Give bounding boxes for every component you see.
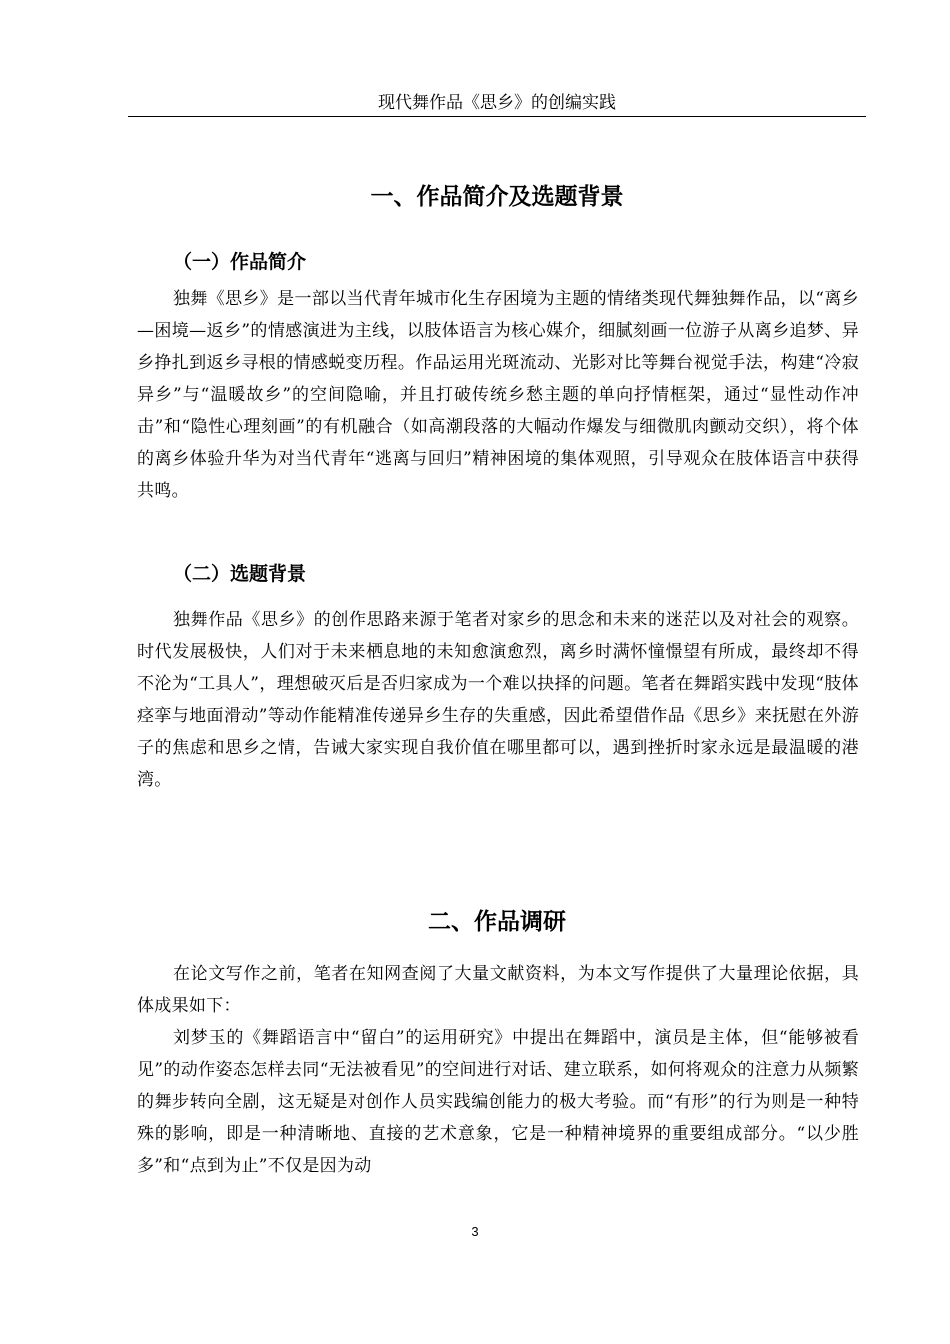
- running-header: [128, 92, 866, 117]
- subsection-1-heading: （一）作品简介: [173, 251, 307, 273]
- intro-paragraph: 独舞《思乡》是一部以当代青年城市化生存困境为主题的情绪类现代舞独舞作品，以“离乡—困境—返乡”的情感演进为主线，以肢体语言为核心媒介，细腻刻画一位游子从离乡追梦、异乡挣扎到返乡寻根的情感蜕变历程。作品运用光斑流动、光影对比等舞台视觉手法，构建“冷寂异乡”与“温暖故乡”的空间隐喻，并且打破传统乡愁主题的单向抒情框架，通过“显性动作冲击”和“隐性心理刻画”的有机融合（如高潮段落的大幅动作爆发与细微肌肉颤动交织），将个体的离乡体验升华为对当代青年“逃离与回归”精神困境的集体观照，引导观众在肢体语言中获得共鸣。: [137, 289, 859, 501]
- research-paragraph: 刘梦玉的《舞蹈语言中“留白”的运用研究》中提出在舞蹈中，演员是主体，但“能够被看见”的动作姿态怎样去同“无法被看见”的空间进行对话、建立联系，如何将观众的注意力从频繁的舞步转向全剧，这无疑是对创作人员实践编创能力的极大考验。而“有形”的行为则是一种特殊的影响，即是一种清晰地、直接的艺术意象，它是一种精神境界的重要组成部分。“以少胜多”和“点到为止”不仅是因为动: [137, 1028, 859, 1176]
- background-paragraph: 独舞作品《思乡》的创作思路来源于笔者对家乡的思念和未来的迷茫以及对社会的观察。时代发展极快，人们对于未来栖息地的未知愈演愈烈，离乡时满怀憧憬望有所成，最终却不得不沦为“工具人”，理想破灭后是否归家成为一个难以抉择的问题。笔者在舞蹈实践中发现“肢体痉挛与地面滑动”等动作能精准传递异乡生存的失重感，因此希望借作品《思乡》来抚慰在外游子的焦虑和思乡之情，告诫大家实现自我价值在哪里都可以，遇到挫折时家永远是最温暖的港湾。: [137, 610, 859, 790]
- section-1-heading: 一、作品简介及选题背景: [370, 184, 624, 210]
- research-intro-paragraph: 在论文写作之前，笔者在知网查阅了大量文献资料，为本文写作提供了大量理论依据，具体成果如下：: [137, 964, 859, 1016]
- page-number: 3: [471, 1224, 479, 1239]
- subsection-2-heading: （二）选题背景: [173, 563, 307, 585]
- running-header-title: 现代舞作品《思乡》的创编实践: [378, 93, 616, 113]
- section-2-heading: 二、作品调研: [428, 909, 566, 935]
